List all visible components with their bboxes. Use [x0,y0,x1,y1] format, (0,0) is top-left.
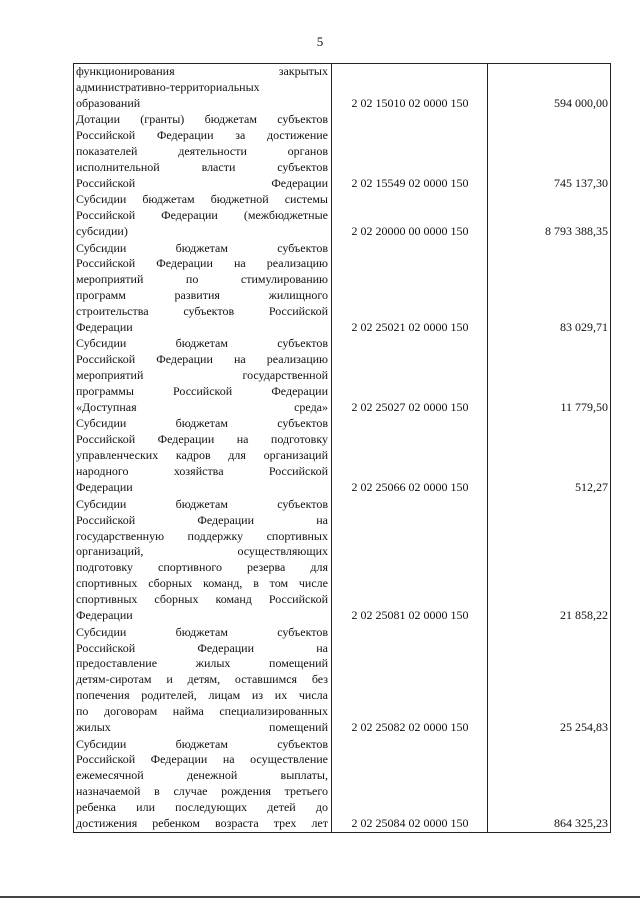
row-code: 2 02 25066 02 0000 150 [351,480,469,495]
row-description: функционирования закрытых административно-территориальных образований [76,64,328,111]
row-description: Субсидии бюджетам субъектов Российской Федерации на предоставление жилых помещений детям-сиротам и детям, оставшимся без попечения родителей, лицам из их числа по договорам найма специализированных жилых помещений [76,624,328,735]
row-code: 2 02 15010 02 0000 150 [351,96,469,111]
table-row [74,192,610,240]
bottom-edge-line [0,896,640,898]
table-row [74,112,610,192]
table-row [74,336,610,416]
row-amount: 745 137,30 [554,176,608,191]
row-amount: 864 325,23 [554,816,608,831]
row-description: Субсидии бюджетам субъектов Российской Федерации на реализацию мероприятий государственной программы Российской Федерации «Доступная среда» [76,336,328,415]
row-code: 2 02 25081 02 0000 150 [351,608,469,623]
row-amount: 11 779,50 [560,400,608,415]
row-description: Дотации (гранты) бюджетам субъектов Российской Федерации за достижение показателей деятельности органов исполнительной власти субъектов Российской Федерации [76,112,328,191]
row-code: 2 02 20000 00 0000 150 [351,224,469,239]
row-description: Субсидии бюджетам субъектов Российской Федерации на государственную поддержку спортивных организаций, осуществляющих подготовку спортивного резерва для спортивных сборных команд, в том числе спортивных сборных команд Российской Федерации [76,496,328,623]
row-amount: 21 858,22 [560,608,608,623]
budget-table [73,63,611,833]
row-description: Субсидии бюджетам субъектов Российской Федерации на подготовку управленческих кадров для организаций народного хозяйства Российской Федерации [76,416,328,495]
row-amount: 594 000,00 [554,96,608,111]
row-amount: 25 254,83 [560,720,608,735]
row-amount: 8 793 388,35 [545,224,608,239]
table-row [74,240,610,336]
table-row [74,496,610,624]
row-amount: 512,27 [575,480,608,495]
row-description: Субсидии бюджетам субъектов Российской Федерации на осуществление ежемесячной денежной выплаты, назначаемой в случае рождения третьего ребенка или последующих детей до достижения ребенком возраста трех лет [76,736,328,831]
row-code: 2 02 25021 02 0000 150 [351,320,469,335]
row-code: 2 02 25084 02 0000 150 [351,816,469,831]
table-row [74,64,610,112]
row-description: Субсидии бюджетам субъектов Российской Федерации на реализацию мероприятий по стимулированию программ развития жилищного строительства субъектов Российской Федерации [76,240,328,335]
row-amount: 83 029,71 [560,320,608,335]
table-row [74,624,610,736]
page-number: 5 [316,34,324,49]
row-code: 2 02 25082 02 0000 150 [351,720,469,735]
row-code: 2 02 15549 02 0000 150 [351,176,469,191]
table-row [74,416,610,496]
row-code: 2 02 25027 02 0000 150 [351,400,469,415]
row-description: Субсидии бюджетам бюджетной системы Российской Федерации (межбюджетные субсидии) [76,192,328,239]
table-row [74,736,610,832]
